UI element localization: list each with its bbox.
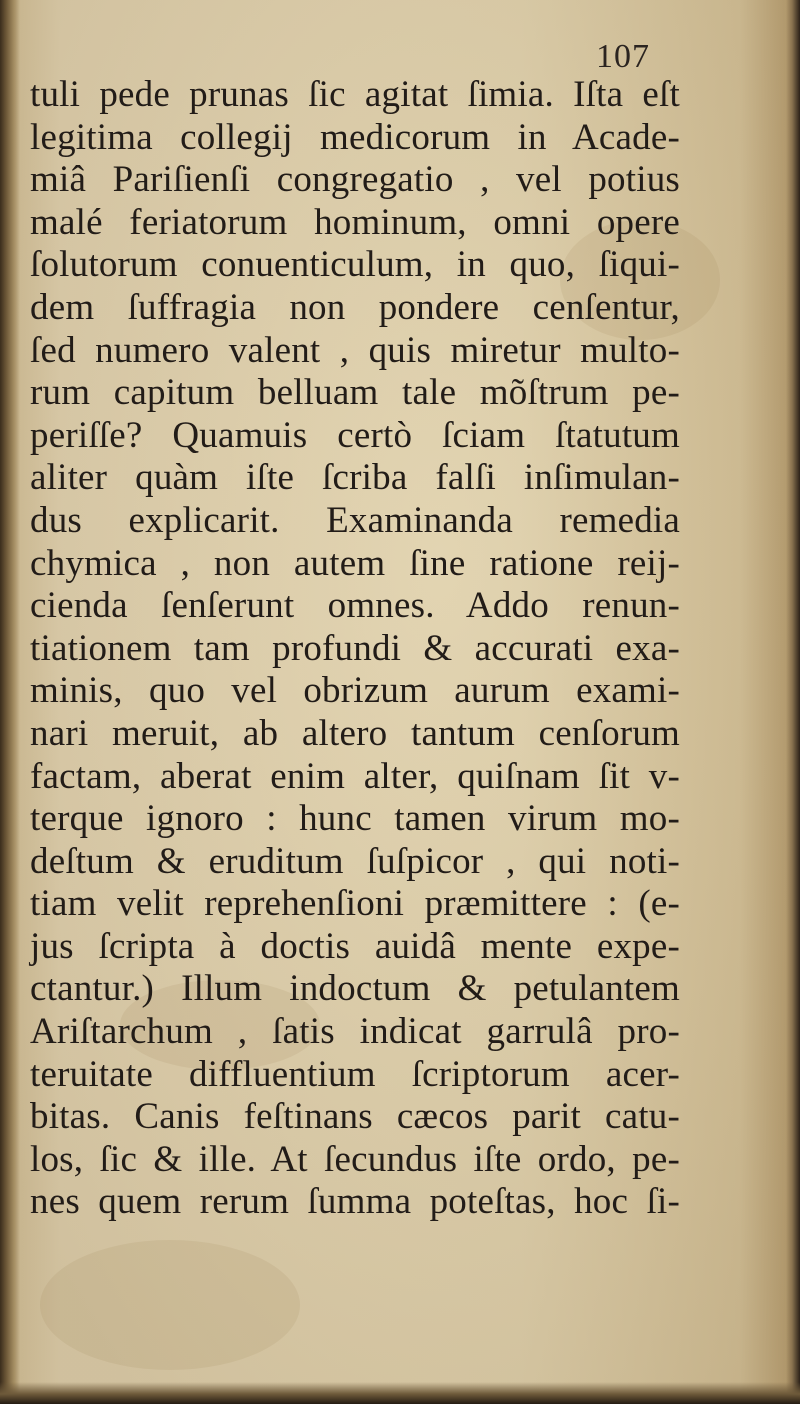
text-line: dem ſuffragia non pondere cenſentur, [30, 286, 680, 328]
text-line: teruitate diffluentium ſcriptorum acer- [30, 1053, 680, 1095]
body-text [30, 74, 680, 1224]
text-line: bitas. Canis feſtinans cæcos parit catu- [30, 1096, 680, 1138]
text-line: tiam velit reprehenſioni præmittere : (e- [30, 883, 680, 925]
text-line: minis, quo vel obrizum aurum exami- [30, 670, 680, 712]
text-line: nari meruit, ab altero tantum cenſorum [30, 712, 680, 754]
text-line: los, ſic & ille. At ſecundus iſte ordo, pe- [30, 1138, 680, 1180]
text-line: cienda ſenſerunt omnes. Addo renun- [30, 585, 680, 627]
page-right-edge [786, 0, 800, 1404]
text-line: factam, aberat enim alter, quiſnam ſit v- [30, 755, 680, 797]
text-line: Ariſtarchum , ſatis indicat garrulâ pro- [30, 1011, 680, 1053]
text-line: nes quem rerum ſumma poteſtas, hoc ſi- [30, 1181, 680, 1223]
text-line: dus explicarit. Examinanda remedia [30, 499, 680, 541]
text-line: deſtum & eruditum ſuſpicor , qui noti- [30, 840, 680, 882]
text-line: ſed numero valent , quis miretur multo- [30, 329, 680, 371]
paper-stain [40, 1240, 300, 1370]
text-line: periſſe? Quamuis certò ſciam ſtatutum [30, 414, 680, 456]
text-line: malé feriatorum hominum, omni opere [30, 201, 680, 243]
binding-gutter [0, 0, 20, 1404]
text-line: aliter quàm iſte ſcriba falſi inſimulan- [30, 457, 680, 499]
text-line: chymica , non autem ſine ratione reij- [30, 542, 680, 584]
text-line: terque ignoro : hunc tamen virum mo- [30, 798, 680, 840]
text-line: legitima collegij medicorum in Acade- [30, 116, 680, 158]
page-number: 107 [596, 38, 650, 75]
text-line: ctantur.) Illum indoctum & petulantem [30, 968, 680, 1010]
text-line: rum capitum belluam tale mõſtrum pe- [30, 372, 680, 414]
text-line: tuli pede prunas ſic agitat ſimia. Iſta eſt [30, 74, 680, 115]
text-line: ſolutorum conuenticulum, in quo, ſiqui- [30, 244, 680, 286]
page-bottom-edge [0, 1382, 800, 1404]
text-line: miâ Pariſienſi congregatio , vel potius [30, 159, 680, 201]
text-line: tiationem tam profundi & accurati exa- [30, 627, 680, 669]
text-line: jus ſcripta à doctis auidâ mente expe- [30, 925, 680, 967]
